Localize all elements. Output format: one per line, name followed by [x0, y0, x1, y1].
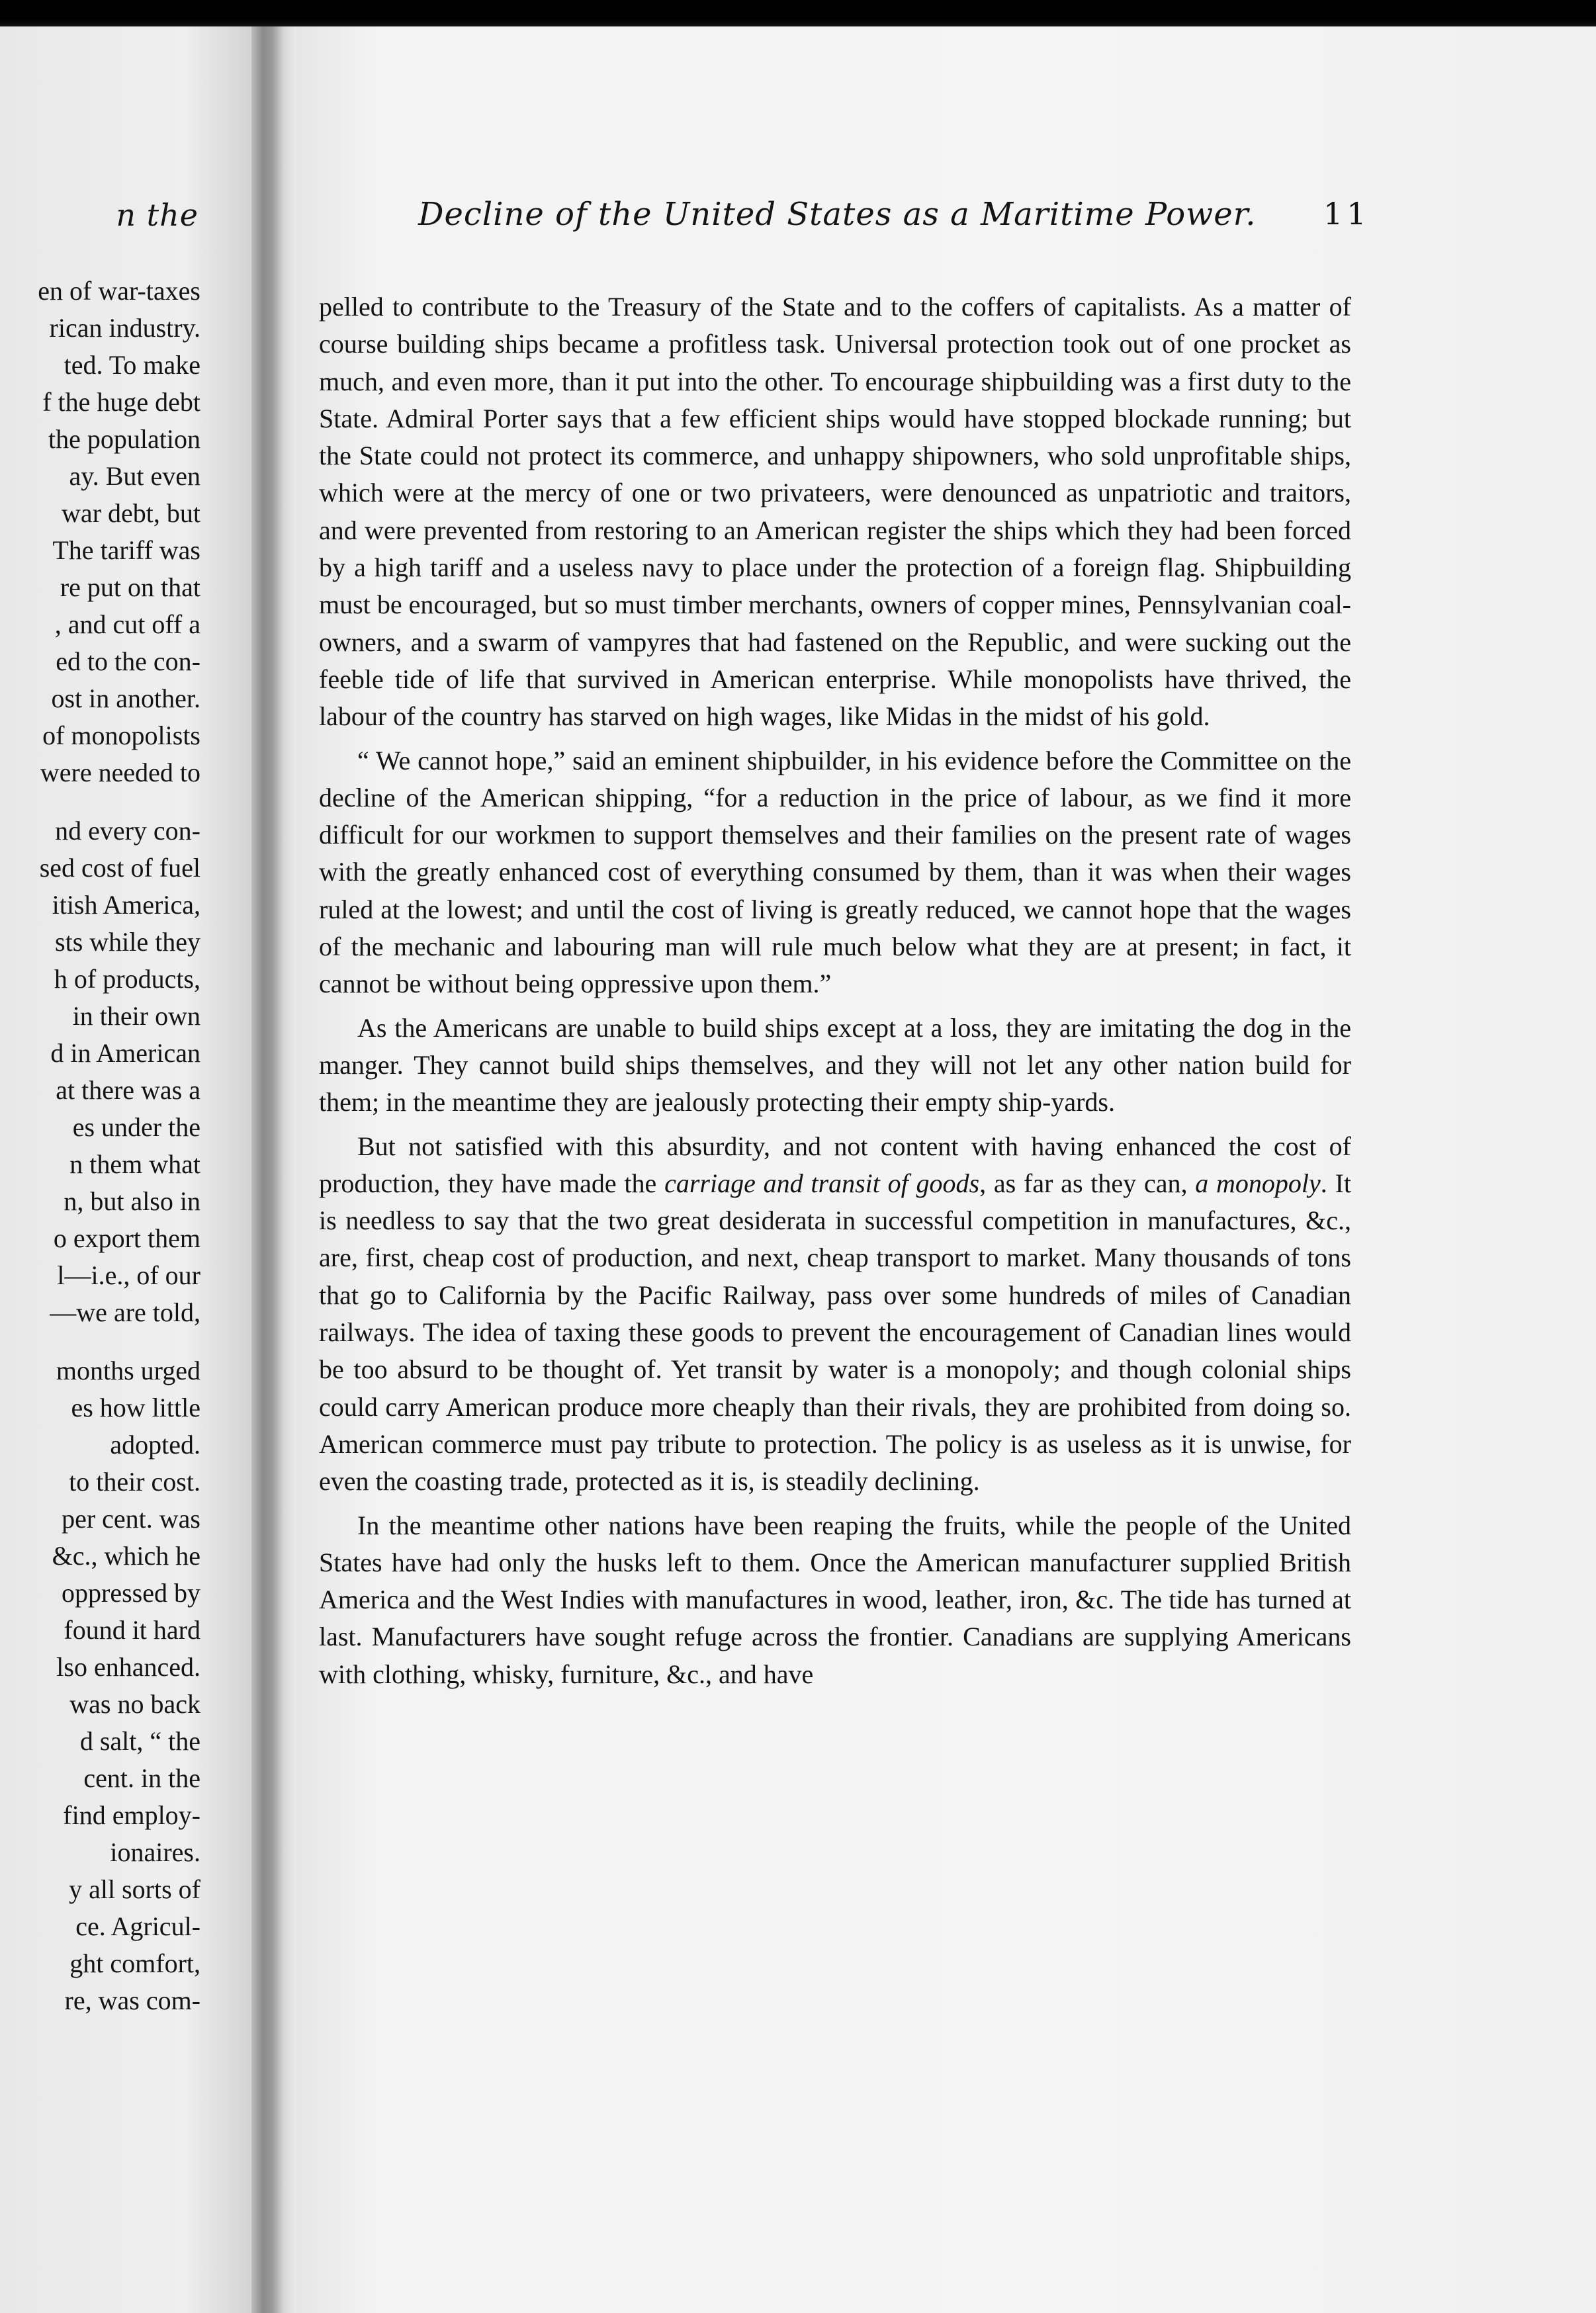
left-page-line: The tariff was — [52, 535, 200, 565]
left-page-line: f the huge debt — [42, 387, 200, 417]
left-page-line: cent. in the — [83, 1763, 200, 1793]
left-page-line: d in American — [50, 1038, 200, 1068]
paragraph-1: pelled to contribute to the Treasury of the State and to the coffers of capitalists. As a matter of course building ships became a profitless task. Universal protection took out of one procket as much, and even more, than it put into the other. To encourage shipbuilding was a first duty to the State. Admiral Porter says that a few efficient ships would have stopped blockade running; but the State could not protect its commerce, and unhappy shipowners, who sold unprofitable ships, which were at the mercy of one or two privateers, were denounced as unpatriotic and traitors, and were prevented from restoring to an American register the ships which they had been forced by a high tariff and a useless navy to place under the protection of a foreign flag. Shipbuilding must be encouraged, but so must timber merchants, owners of copper mines, Pennsylvanian coal-owners, and a swarm of vampyres that had fastened on the Republic, and were sucking out the feeble tide of life that survived in American enterprise. While monopolists have thrived, the labour of the country has starved on high wages, like Midas in the midst of his gold. — [319, 292, 1351, 732]
left-page-line: ionaires. — [110, 1837, 200, 1867]
paragraph-4-italic-2: a monopoly — [1195, 1168, 1321, 1198]
left-page-line: of monopolists — [42, 720, 200, 750]
left-page-text — [38, 273, 200, 2019]
paragraph-5: In the meantime other nations have been reaping the fruits, while the people of the United States have had only the husks left to them. Once the American manufacturer supplied British America and the West Indies with manufactures in wood, leather, iron, &c. The tide has turned at last. Manufacturers have sought refuge across the frontier. Canadians are supplying Americans with clothing, whisky, furniture, &c., and have — [319, 1510, 1351, 1689]
left-page-line: the population — [48, 424, 200, 454]
paragraph-4 — [319, 1128, 1351, 1501]
left-page-line: n, but also in — [64, 1186, 200, 1216]
book-gutter — [251, 26, 298, 2313]
running-head: Decline of the United States as a Maritime Power. — [418, 196, 1257, 233]
left-running-head: n the — [116, 197, 199, 233]
left-page-line: ce. Agricul- — [75, 1911, 200, 1941]
left-page-line: rican industry. — [49, 313, 200, 343]
left-page — [0, 26, 261, 2313]
left-page-line: sts while they — [55, 927, 200, 957]
left-page-line: in their own — [72, 1001, 200, 1031]
left-page-line: y all sorts of — [69, 1874, 200, 1904]
body-text — [319, 288, 1351, 1693]
paragraph-3: As the Americans are unable to build ships except at a loss, they are imitating the dog in the manger. They cannot build ships themselves, and they will not let any other nation build for them; in the meantime they are jealously protecting their empty ship-yards. — [319, 1012, 1351, 1117]
left-page-line: per cent. was — [62, 1504, 200, 1534]
left-page-line: h of products, — [54, 964, 200, 994]
paragraph-4-part-2: , as far as they can, — [979, 1168, 1196, 1198]
left-page-line: ed to the con- — [56, 646, 200, 676]
left-page-line: en of war-taxes — [38, 276, 200, 306]
left-page-line: , and cut off a — [54, 609, 200, 639]
left-page-line: months urged — [56, 1356, 200, 1385]
left-page-line: ay. But even — [69, 461, 200, 491]
left-page-line: at there was a — [56, 1075, 200, 1105]
left-page-line — [38, 791, 200, 812]
left-page-line: ost in another. — [51, 683, 200, 713]
left-page-line: o export them — [53, 1223, 200, 1253]
left-page-line: itish America, — [52, 890, 200, 920]
left-page-line: sed cost of fuel — [39, 853, 200, 883]
left-page-line: d salt, “ the — [79, 1726, 200, 1756]
left-page-line: ght comfort, — [69, 1948, 200, 1978]
page-number: 11 — [1323, 196, 1370, 232]
main-page — [296, 26, 1596, 2313]
left-page-line — [38, 1331, 200, 1352]
left-page-line: found it hard — [64, 1615, 200, 1645]
left-page-line: to their cost. — [69, 1467, 200, 1497]
left-page-line: &c., which he — [52, 1541, 200, 1571]
left-page-line: lso enhanced. — [56, 1652, 200, 1682]
paragraph-4-italic-1: carriage and transit of goods — [664, 1168, 980, 1198]
paragraph-4-part-1: But not satisfied with this absurdity, and not content with having enhanced the cost of production, they have made the — [319, 1131, 1351, 1198]
left-page-line: find employ- — [63, 1800, 200, 1830]
left-page-line: l—i.e., of our — [57, 1260, 200, 1290]
left-page-line: nd every con- — [55, 816, 200, 846]
paragraph-4-part-3: . It is needless to say that the two great desiderata in successful competition in manufactures, &c., are, first, cheap cost of production, and next, cheap transport to market. Many thousands of tons that go to California by the Pacific Railway, pass over some hundreds of miles of Canadian railways. The idea of taxing these goods to prevent the encouragement of Canadian lines would be too absurd to be thought of. Yet transit by water is a monopoly; and though colonial ships could carry American produce more cheaply than their rivals, they are prohibited from doing so. American commerce must pay tribute to protection. The policy is as useless as it is unwise, for even the coasting trade, protected as it is, is steadily declining. — [319, 1168, 1351, 1497]
left-page-line: war debt, but — [62, 498, 200, 528]
left-page-line: n them what — [69, 1149, 200, 1179]
left-page-line: re put on that — [60, 572, 200, 602]
left-page-line: adopted. — [110, 1430, 200, 1460]
left-page-line: —we are told, — [50, 1297, 200, 1327]
left-page-line: ted. To make — [64, 350, 200, 380]
left-page-line: was no back — [69, 1689, 200, 1719]
left-page-line: were needed to — [40, 758, 200, 787]
paragraph-2: “ We cannot hope,” said an eminent shipbuilder, in his evidence before the Committee on the decline of the American shipping, “for a reduction in the price of labour, as we find it more difficult for our workmen to support themselves and their families on the present rate of wages with the greatly enhanced cost of everything consumed by them, than it was when their wages ruled at the lowest; and until the cost of living is greatly reduced, we cannot hope that the wages of the mechanic and labouring man will rule much below what they are at present; in fact, it cannot be without being oppressive upon them.” — [319, 745, 1351, 999]
left-page-line: re, was com- — [64, 1986, 200, 2015]
left-page-line: oppressed by — [62, 1578, 200, 1608]
left-page-line: es under the — [72, 1112, 200, 1142]
left-page-line: es how little — [71, 1393, 200, 1422]
